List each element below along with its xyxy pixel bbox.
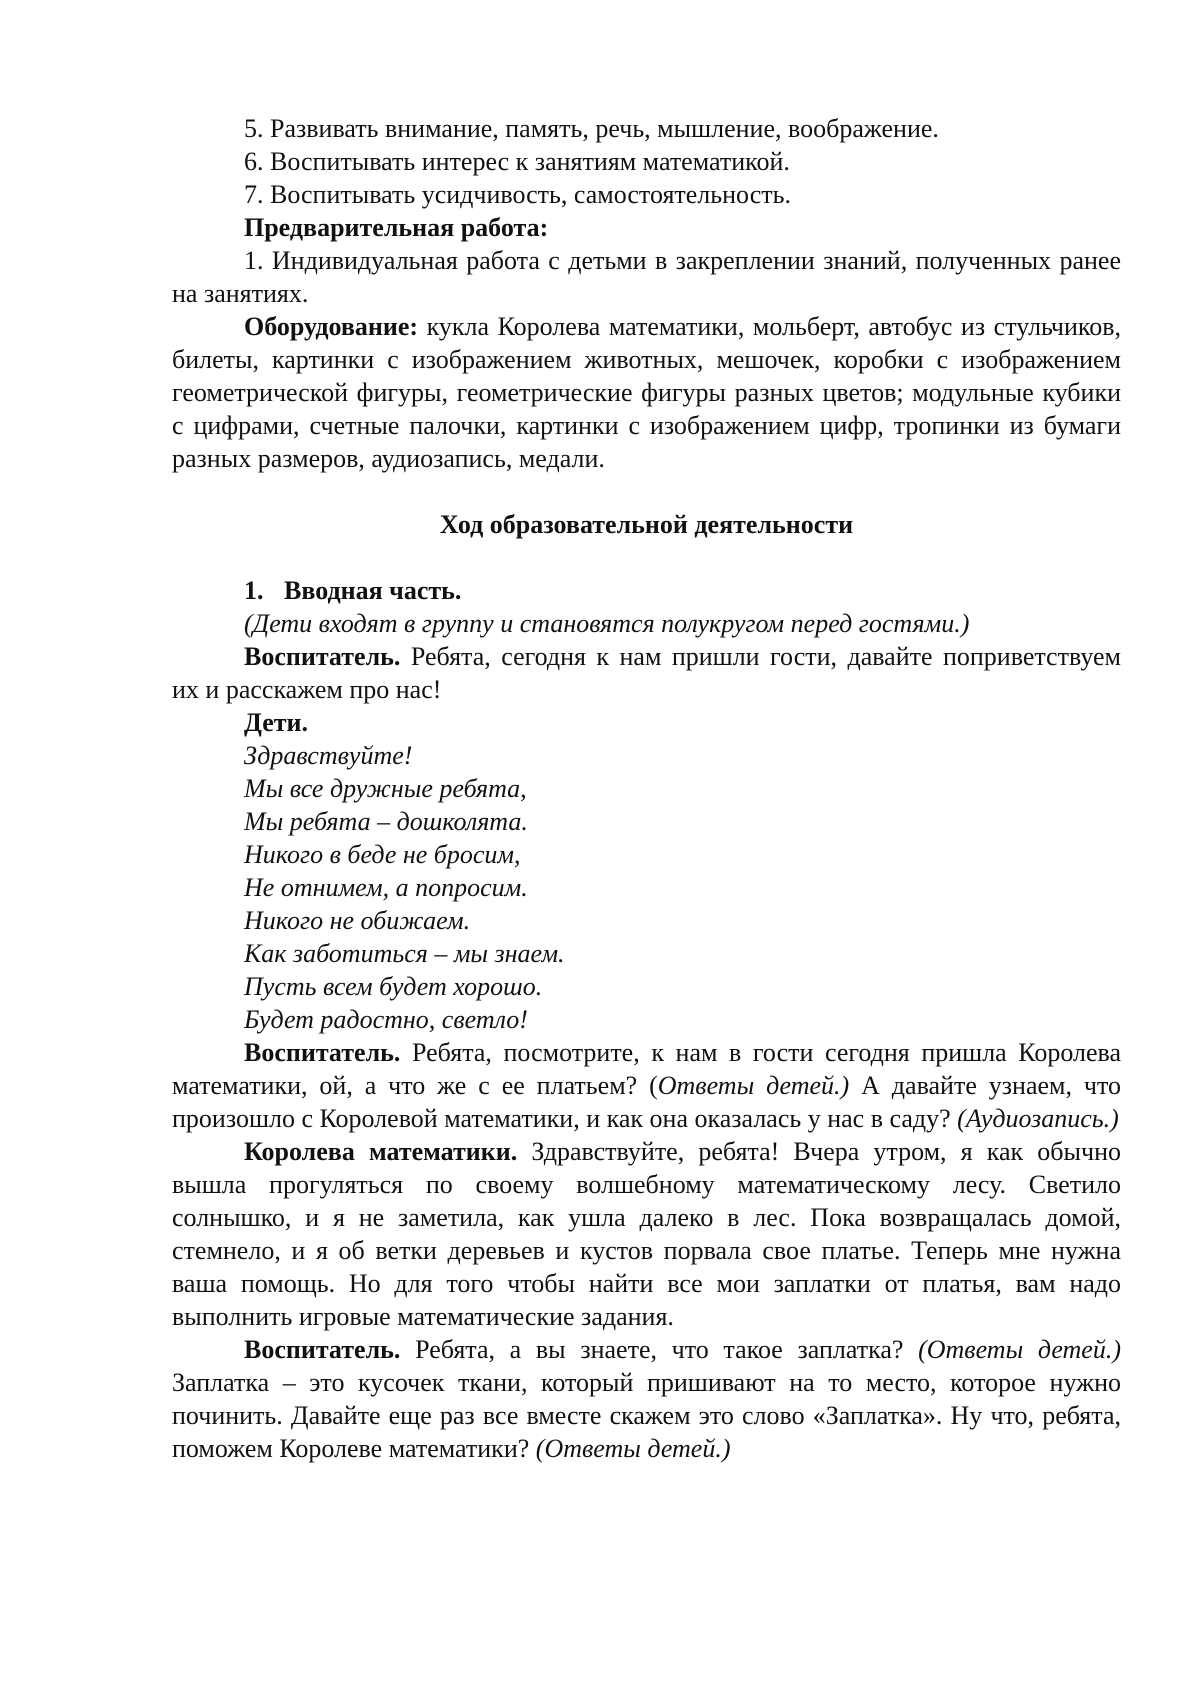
document-page [172, 112, 1121, 1465]
intro-stage-direction: (Дети входят в группу и становятся полукругом перед гостями.) [244, 609, 970, 638]
goal-item-6: 6. Воспитывать интерес к занятиям математикой. [244, 147, 790, 176]
speaker-label: Воспитатель. [244, 642, 401, 671]
teacher-line-2-text-b: А давайте узнаем, что произошло с Королевой математики, и как она оказалась у нас в саду? [172, 1071, 1121, 1133]
section-title: Ход образовательной деятельности [439, 510, 854, 539]
queen-line [172, 1135, 1121, 1333]
teacher-line-2-text-a: Ребята, посмотрите, к нам в гости сегодня пришла Королева математики, ой, а что же с ее платьем? ( [172, 1038, 1121, 1100]
goal-item-5: 5. Развивать внимание, память, речь, мышление, воображение. [244, 114, 939, 143]
teacher-line-3-text-a: Ребята, а вы знаете, что такое заплатка? [400, 1335, 919, 1364]
teacher-line-2-note-b: (Аудиозапись.) [957, 1104, 1119, 1133]
speaker-label: Воспитатель. [244, 1038, 401, 1067]
teacher-line-1-text: Ребята, сегодня к нам пришли гости, давайте поприветствуем их и расскажем про нас! [172, 642, 1121, 704]
equipment-label: Оборудование: [244, 312, 419, 341]
equipment-paragraph [172, 310, 1121, 475]
teacher-line-3-note-a: (Ответы детей.) [918, 1335, 1121, 1364]
teacher-line-1 [172, 640, 1121, 706]
poem-line: Мы все дружные ребята, [244, 774, 527, 803]
teacher-line-2 [172, 1036, 1121, 1135]
intro-heading [172, 574, 1121, 607]
prelim-item: 1. Индивидуальная работа с детьми в закреплении знаний, полученных ранее на занятиях. [172, 246, 1121, 308]
queen-line-text: Здравствуйте, ребята! Вчера утром, я как обычно вышла прогуляться по своему волшебному математическому лесу. Светило солнышко, и я не заметила, как ушла далеко в лес. Пока возвращалась домой, стемнело, и я об ветки деревьев и кустов порвала свое платье. Теперь мне нужна ваша помощь. Но для того чтобы найти все мои заплатки от платья, вам надо выполнить игровые математические задания. [172, 1137, 1121, 1331]
speaker-label: Королева математики. [244, 1137, 518, 1166]
intro-title: Вводная часть. [284, 576, 462, 605]
poem-line: Мы ребята – дошколята. [244, 807, 528, 836]
prelim-heading: Предварительная работа: [244, 213, 549, 242]
teacher-line-3-note-b: (Ответы детей.) [535, 1434, 731, 1463]
poem-line: Будет радостно, светло! [244, 1005, 528, 1034]
poem-line: Здравствуйте! [244, 741, 413, 770]
equipment-text: кукла Королева математики, мольберт, автобус из стульчиков, билеты, картинки с изображением животных, мешочек, коробки с изображением геометрической фигуры, геометрические фигуры разных цветов; модульные кубики с цифрами, счетные палочки, картинки с изображением цифр, тропинки из бумаги разных размеров, аудиозапись, медали. [172, 312, 1121, 473]
intro-number: 1. [244, 576, 264, 605]
teacher-line-3 [172, 1333, 1121, 1465]
poem-line: Как заботиться – мы знаем. [244, 939, 565, 968]
poem-line: Не отнимем, а попросим. [244, 873, 528, 902]
children-poem [172, 739, 1121, 1036]
speaker-label: Воспитатель. [244, 1335, 401, 1364]
teacher-line-3-text-b: Заплатка – это кусочек ткани, который пришивают на то место, которое нужно починить. Давайте еще раз все вместе скажем это слово «Заплатка». Ну что, ребята, поможем Королеве математики? [172, 1368, 1121, 1463]
poem-line: Никого не обижаем. [244, 906, 471, 935]
poem-line: Пусть всем будет хорошо. [244, 972, 543, 1001]
goal-item-7: 7. Воспитывать усидчивость, самостоятельность. [244, 180, 791, 209]
children-speaker: Дети. [244, 708, 308, 737]
teacher-line-2-note-a: Ответы детей.) [657, 1071, 850, 1100]
poem-line: Никого в беде не бросим, [244, 840, 521, 869]
